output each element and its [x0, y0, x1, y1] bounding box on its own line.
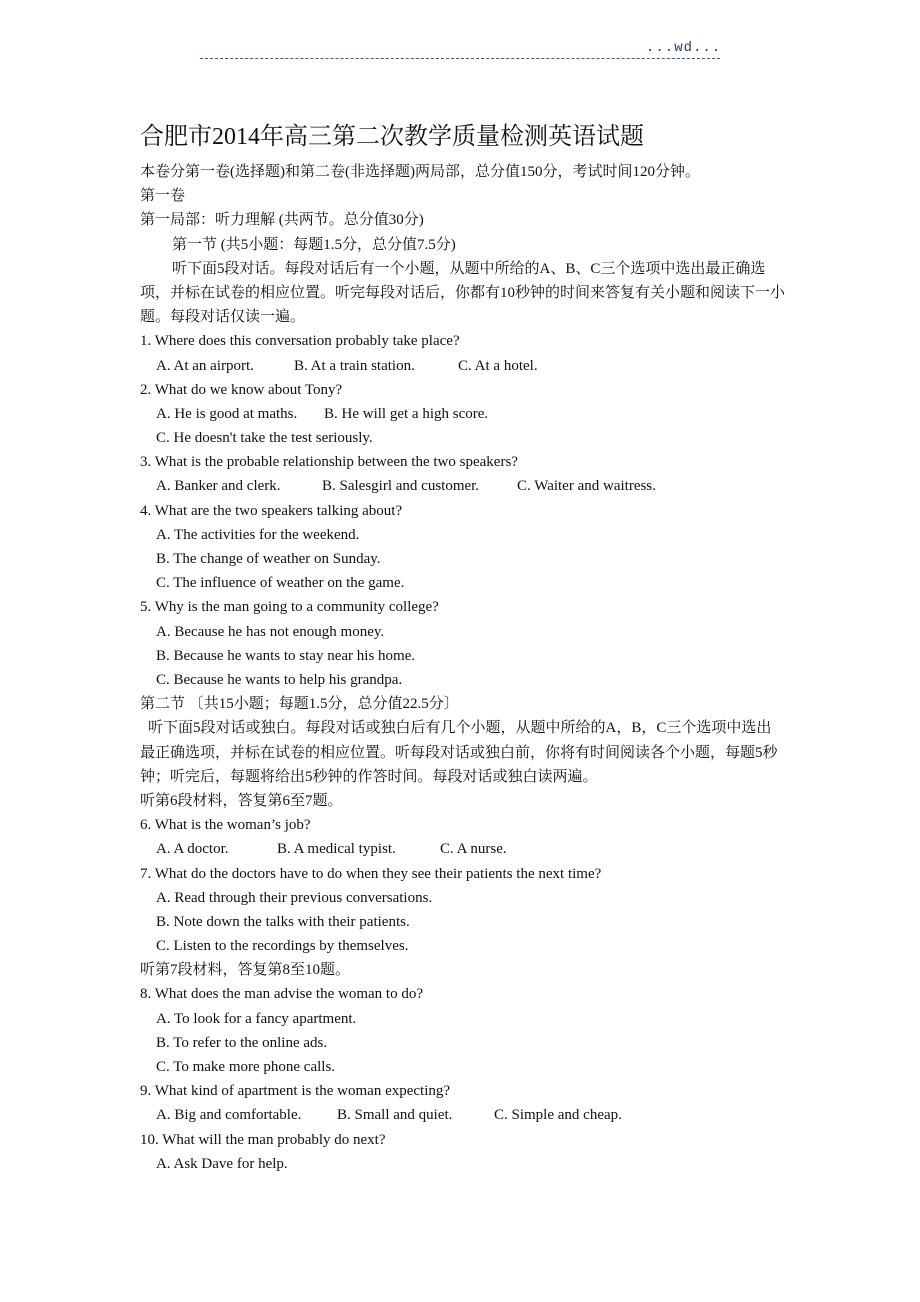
q6-option-a: A. A doctor. — [156, 841, 229, 858]
q5-option-a: A. Because he has not enough money. — [156, 623, 385, 640]
question-2-stem: 2. What do we know about Tony? — [140, 381, 343, 398]
section2-instructions: 听下面5段对话或独白。每段对话或独白后有几个小题，从题中所给的A，B，C三个选项中选出最正确选项，并标在试卷的相应位置。听每段对话或独白前，你将有时间阅读各个小题，每题5秒钟；听完后，每题将给出5秒钟的作答时间。每段对话或独白读两遍。 — [140, 720, 778, 785]
question-9-stem: 9. What kind of apartment is the woman expecting? — [140, 1083, 451, 1100]
q3-option-b: B. Salesgirl and customer. — [322, 478, 480, 495]
question-6-stem: 6. What is the woman’s job? — [140, 817, 311, 834]
question-6-options — [140, 837, 785, 861]
q9-option-a: A. Big and comfortable. — [156, 1107, 302, 1124]
header-mark: ...wd... — [646, 40, 722, 56]
q2-option-c: C. He doesn't take the test seriously. — [156, 430, 373, 447]
section1-heading: 第一节 (共5小题：每题1.5分，总分值7.5分) — [172, 236, 456, 253]
q5-option-c: C. Because he wants to help his grandpa. — [156, 671, 403, 688]
q10-option-a: A. Ask Dave for help. — [156, 1155, 288, 1172]
q1-option-c: C. At a hotel. — [458, 357, 538, 374]
q8-option-a: A. To look for a fancy apartment. — [156, 1010, 357, 1027]
question-2-options — [140, 402, 785, 426]
exam-content — [140, 160, 785, 1176]
part1-heading: 第一局部：听力理解 (共两节。总分值30分) — [140, 212, 424, 229]
section2-heading: 第二节 〔共15小题；每题1.5分，总分值22.5分〕 — [140, 696, 459, 713]
q4-option-c: C. The influence of weather on the game. — [156, 575, 405, 592]
q7-option-b: B. Note down the talks with their patients. — [156, 913, 410, 930]
header-divider — [200, 58, 720, 59]
intro-text: 本卷分第一卷(选择题)和第二卷(非选择题)两局部，总分值150分，考试时间120分钟。 — [140, 164, 700, 180]
q3-option-c: C. Waiter and waitress. — [517, 478, 656, 495]
question-1-stem: 1. Where does this conversation probably take place? — [140, 333, 460, 350]
q5-option-b: B. Because he wants to stay near his home. — [156, 647, 416, 664]
q2-option-b: B. He will get a high score. — [324, 405, 489, 422]
q9-option-c: C. Simple and cheap. — [494, 1107, 622, 1124]
q6-option-c: C. A nurse. — [440, 841, 507, 858]
question-8-stem: 8. What does the man advise the woman to do? — [140, 986, 423, 1003]
question-3-stem: 3. What is the probable relationship between the two speakers? — [140, 454, 518, 471]
q1-option-a: A. At an airport. — [156, 357, 254, 374]
q1-option-b: B. At a train station. — [294, 357, 415, 374]
q8-option-c: C. To make more phone calls. — [156, 1059, 336, 1076]
question-1-options — [140, 354, 785, 378]
q9-option-b: B. Small and quiet. — [337, 1107, 453, 1124]
page-title: 合肥市2014年高三第二次教学质量检测英语试题 — [140, 124, 644, 150]
volume-label: 第一卷 — [140, 188, 186, 205]
question-3-options — [140, 474, 785, 498]
q4-option-b: B. The change of weather on Sunday. — [156, 551, 381, 568]
q7-option-c: C. Listen to the recordings by themselves. — [156, 938, 409, 955]
q8-option-b: B. To refer to the online ads. — [156, 1034, 328, 1051]
question-5-stem: 5. Why is the man going to a community college? — [140, 599, 439, 616]
material-6-label: 听第6段材料，答复第6至7题。 — [140, 792, 343, 809]
question-9-options — [140, 1103, 785, 1127]
q4-option-a: A. The activities for the weekend. — [156, 526, 360, 543]
section1-instructions: 听下面5段对话。每段对话后有一个小题，从题中所给的A、B、C三个选项中选出最正确选项，并标在试卷的相应位置。听完每段对话后，你都有10秒钟的时间来答复有关小题和阅读下一小题。每段对话仅读一遍。 — [140, 260, 786, 326]
question-7-stem: 7. What do the doctors have to do when they see their patients the next time? — [140, 865, 602, 882]
q6-option-b: B. A medical typist. — [277, 841, 396, 858]
q3-option-a: A. Banker and clerk. — [156, 478, 281, 495]
question-10-stem: 10. What will the man probably do next? — [140, 1131, 386, 1148]
q2-option-a: A. He is good at maths. — [156, 405, 298, 422]
question-4-stem: 4. What are the two speakers talking about? — [140, 502, 403, 519]
question-2-option-c-row — [140, 426, 785, 450]
q7-option-a: A. Read through their previous conversations. — [156, 889, 433, 906]
material-7-label: 听第7段材料，答复第8至10题。 — [140, 962, 351, 979]
